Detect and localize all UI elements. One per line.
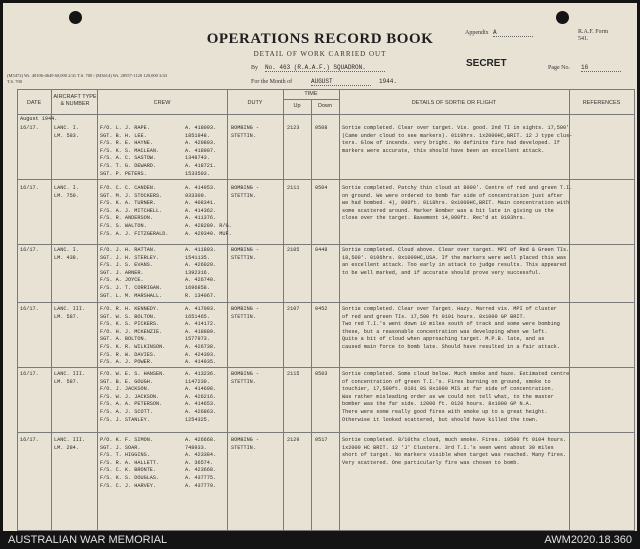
entry-crew: F/O. R. H. KENNEDY. SGT. W. S. BOLTON. F/S. K. S. PICKERS. F/O. H. J. MCKENZIE. SGT. A. BOLTON. F/S. K. R. WILKINSON. F/S. R. W. DAVIES. F/S. A. J. POWER. [100,306,166,366]
entry-duty: BOMBING - STETTIN. [231,437,260,451]
entry-crew-numbers: A. 411803. 1541135. A. 426020. 1392316. A. 426740. 1696858. R. 134067. [185,247,217,299]
by-value: No. 463 (R.A.A.F.) SQUADRON. [265,64,385,72]
header-crew: CREW [153,100,171,106]
appendix-value: A [493,29,533,37]
header-date: DATE [26,100,42,106]
footer-accession-number: AWM2020.18.360 [544,534,632,546]
punch-hole-left [69,11,82,24]
entry-time-up: 2115 [287,371,300,377]
by-label: By [251,65,259,71]
header-references: REFERENCES [582,100,621,106]
entry-aircraft: LANC. III. LM. 284. [54,437,86,451]
record-table [17,89,635,531]
secret-stamp: SECRET [466,58,507,69]
entry-aircraft: LANC. III. LM. 587. [54,306,86,320]
entry-time-up: 2105 [287,247,300,253]
entry-crew-numbers: A. 418093. 1851948. A. 420803. A. 418907. 1348743. A. 418721. 1533503. [185,125,217,177]
record-sheet [3,3,637,531]
entry-date: 16/17. [20,306,39,312]
header-aircraft: AIRCRAFT TYPE & NUMBER [53,94,97,107]
entry-details: Sortie completed. 8/10ths cloud, much smoke. Fires. 19500 ft 0104 hours. 1x2000 HC BRIT. 12 'J' Clusters. 3rd T.I.'s seen went about 30 miles short of target. No markers visible when target was reached. Many fires. Very scattered. One particularly fire was chosen to bomb. [342,437,567,466]
entry-time-down: 0448 [315,247,328,253]
print-code: (M5472) Wt. 40106-4649 60,000 2/41 T.S. 700 / (M3614) Wt. 28557-1120 120,000 3/43 T.S. 700 [7,73,167,84]
footer-institution: AUSTRALIAN WAR MEMORIAL [8,534,168,546]
entry-crew-numbers: A. 426668. 748933. A. 423384. A. 36574. A. 423668. A. 437775. A. 437779. [185,437,217,489]
entry-details: Sortie completed. Clear over Target. Hazy. Marred vis. MPI of cluster of red and green TIs. 17,500 ft 0101 hours. 8x1000 GP BRIT. Two red T.I.'s went down 10 miles south of track and some were bombing these, but a reasonable concentration was developing when we left. Quite a bit of cloud when approaching target. M.P.B. late, and as caused main force to bomb late. Should have resulted in a fair attack. [342,306,560,350]
entry-details: Sortie completed. Some cloud below. Much smoke and haze. Estimated centre of concentration of green T.I.'s. Fires burning on ground, smoke to touchier, 17,500ft. 0101 0S 8x1000 MIS at far side of concentration. Was rather misleading order as we could not tell what, to the master bomber was the far side. 12000 ft. 0120 hours. 8x1000 GP N.A. There were some really good fires with smoke up to a great height. Otherwise it looked scattered, but should have killed the town. [342,371,570,423]
page-label: Page No. [548,65,570,71]
entry-time-up: 2107 [287,306,300,312]
month-label: For the Month of [251,79,293,85]
entry-date: 16/17. [20,185,39,191]
entry-aircraft: LANC. I. LM. 750. [54,185,79,199]
header-details: DETAILS OF SORTIE OR FLIGHT [411,100,497,106]
header-duty: DUTY [247,100,263,106]
entry-time-down: 0504 [315,185,328,191]
form-title: OPERATIONS RECORD BOOK [206,31,434,47]
year-value: 1944. [379,78,398,85]
header-time-down: Down [317,103,333,109]
entry-time-up: 2111 [287,185,300,191]
entry-crew-numbers: A. 417093. 1651465. A. 414172. A. 418889. 1577973. A. 426738. A. 424393. A. 414935. [185,306,217,366]
entry-time-down: 0452 [315,306,328,312]
form-number: R.A.F. Form 541. [578,29,609,42]
archive-footer [0,531,640,549]
entry-time-up: 2129 [287,437,300,443]
header-time-up: Up [293,103,301,109]
entry-aircraft: LANC. I. LM. 438. [54,247,79,261]
entry-crew-numbers: A. 414953. 933309. A. 408341. A. 414362. A. 411376. A. 428289. R/G. A. 429340. MUF. [185,185,232,237]
entry-crew: F/O. C. C. CANDEN. SGT. M. J. STOCKERS. F/S. K. A. TURNER. F/S. A. J. MITCHELL. F/S. R. ANDERSON. F/S. S. WALTON. F/S. A. J. FITZGERALD. [100,185,169,237]
entry-date: 16/17. [20,125,39,131]
entry-date: 16/17. [20,437,39,443]
entry-aircraft: LANC. I. LM. 583. [54,125,79,139]
month-value: AUGUST [311,78,371,86]
entry-details: Sortie completed. Cloud above. Clear over target. MPI of Red & Green TIs. 18,500'. 0106hrs. 8x1000HC,USA. If the markers were well placed this was an excellent attack. Too early in attack to judge results. This appeared to be well marked, and if accurate should prove very successful. [342,247,570,276]
entry-crew: F/O. J. H. RATTAN. SGT. J. H. STERLEY. F/S. J. S. EVANS. SGT. J. ARNER. F/S. A. JOYCE. F/S. J. T. CORRIGAN. SGT. L. M. MARSHALL. [100,247,163,299]
entry-date: 16/17. [20,371,39,377]
entry-time-down: 0503 [315,371,328,377]
entry-crew: F/O. W. E. S. HANSEN. SGT. B. E. GOUGH. F/O. J. JACKSON. F/S. W. J. JACKSON. F/S. A. A. PETERSON. F/S. A. J. SCOTT. F/S. J. STANLEY. [100,371,166,423]
entry-duty: BOMBING - STETTIN. [231,371,260,385]
entry-details: Sortie completed. Patchy thin cloud at 8000'. Centre of red and green T.I. on ground. We were ordered to bomb far side of concentration just after we had bombed. 4), 000ft. 0118hrs. 8x1000HC,BRIT. Main concentration with some scattered around. Marker Bomber was a bit late in giving us the close over the target. Basement 14,000ft. Rec'd at 0103hrs. [342,185,573,222]
entry-duty: BOMBING - STETTIN. [231,185,260,199]
form-subtitle: DETAIL OF WORK CARRIED OUT [253,50,387,58]
header-time: TIME [304,91,318,97]
appendix-label: Appendix [465,30,489,36]
entry-details: Sortie completed. Clear over target. Vis. good. 2nd TI in sights. 17,500' (Came under cloud to see markers). 0119hrs. 1x2000HC,BRIT. 12 J type clus- ters. Glow of incends. very bright. No definite fire had developed. If markers were accurate, this should have been an excellent attack. [342,125,573,154]
page-value: 16 [581,64,621,72]
entry-aircraft: LANC. III. LM. 587. [54,371,86,385]
entry-time-up: 2123 [287,125,300,131]
entry-duty: BOMBING - STETTIN. [231,247,260,261]
entry-crew-numbers: A. 413236. 1147230. A. 414608. A. 426216. A. 414653. A. 426863. 1254325. [185,371,217,423]
entry-duty: BOMBING - STETTIN. [231,125,260,139]
entry-crew: P/O. K. F. SIMON. SGT. J. SOAR. F/S. T. HIGGINS. F/S. R. A. HALLETT. F/S. C. K. BRONTE. F/S. K. S. DOUGLAS. F/S. C. J. HARVEY. [100,437,160,489]
entry-time-down: 0517 [315,437,328,443]
entry-time-down: 0508 [315,125,328,131]
entry-duty: BOMBING - STETTIN. [231,306,260,320]
punch-hole-right [556,11,569,24]
entry-crew: F/O. L. J. RAPE. SGT. B. H. LEE. F/S. R. E. HAYNE. F/S. K. S. MACLEAN. F/S. A. C. SASTOW. F/S. T. G. DEWARD. SGT. P. PETERS. [100,125,160,177]
entry-date: 16/17. [20,247,39,253]
date-heading: August 1944. [20,116,58,122]
